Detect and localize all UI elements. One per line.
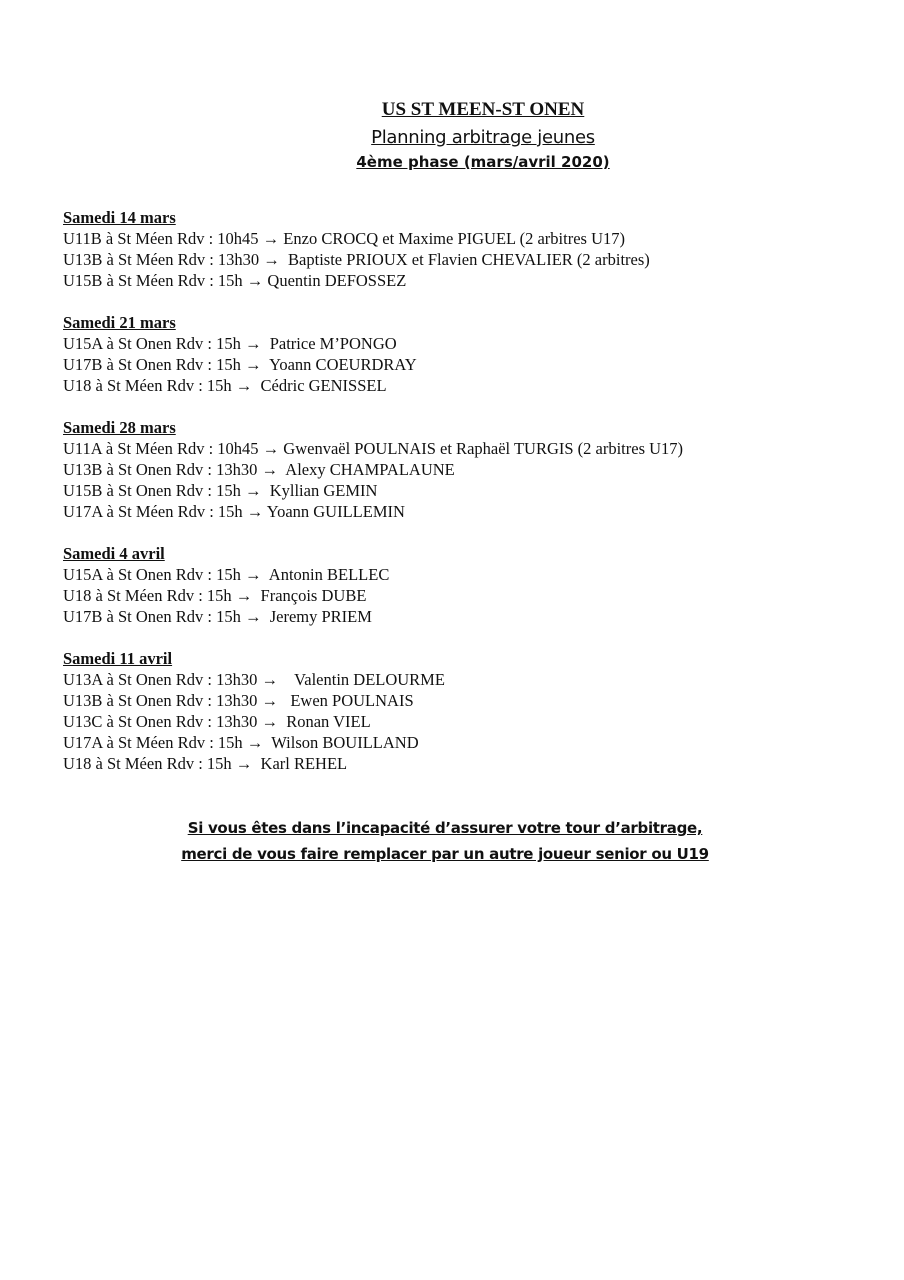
notice-line: Si vous êtes dans l’incapacité d’assurer votre tour d’arbitrage, — [187, 819, 703, 837]
document-header — [0, 98, 904, 173]
match-line: U18 à St Méen Rdv : 15h → François DUBE — [63, 586, 367, 605]
day-block — [63, 312, 883, 396]
match-line: U11B à St Méen Rdv : 10h45 → Enzo CROCQ et Maxime PIGUEL (2 arbitres U17) — [63, 229, 625, 248]
phase-subtitle: 4ème phase (mars/avril 2020) — [356, 153, 610, 171]
match-line: U15B à St Méen Rdv : 15h → Quentin DEFOSSEZ — [63, 271, 407, 290]
match-line: U15A à St Onen Rdv : 15h → Antonin BELLEC — [63, 565, 390, 584]
replacement-notice — [0, 815, 890, 867]
day-title: Samedi 11 avril — [63, 649, 173, 668]
match-line: U13B à St Méen Rdv : 13h30 → Baptiste PRIOUX et Flavien CHEVALIER (2 arbitres) — [63, 250, 650, 269]
match-line: U18 à St Méen Rdv : 15h → Karl REHEL — [63, 754, 348, 773]
match-line: U13B à St Onen Rdv : 13h30 → Ewen POULNAIS — [63, 691, 414, 710]
match-line: U15B à St Onen Rdv : 15h → Kyllian GEMIN — [63, 481, 378, 500]
match-line: U15A à St Onen Rdv : 15h → Patrice M’PONGO — [63, 334, 397, 353]
match-line: U17B à St Onen Rdv : 15h → Yoann COEURDRAY — [63, 355, 417, 374]
match-line: U13B à St Onen Rdv : 13h30 → Alexy CHAMPALAUNE — [63, 460, 455, 479]
match-line: U13C à St Onen Rdv : 13h30 → Ronan VIEL — [63, 712, 371, 731]
notice-line: merci de vous faire remplacer par un autre joueur senior ou U19 — [181, 845, 709, 863]
match-line: U17A à St Méen Rdv : 15h → Yoann GUILLEMIN — [63, 502, 405, 521]
match-line: U11A à St Méen Rdv : 10h45 → Gwenvaël POULNAIS et Raphaël TURGIS (2 arbitres U17) — [63, 439, 684, 458]
day-block — [63, 207, 883, 291]
day-title: Samedi 4 avril — [63, 544, 165, 563]
document-title: Planning arbitrage jeunes — [371, 127, 595, 148]
day-title: Samedi 21 mars — [63, 313, 176, 332]
day-block — [63, 543, 883, 627]
match-line: U13A à St Onen Rdv : 13h30 → Valentin DELOURME — [63, 670, 445, 689]
day-block — [63, 417, 883, 522]
day-title: Samedi 28 mars — [63, 418, 176, 437]
match-line: U17B à St Onen Rdv : 15h → Jeremy PRIEM — [63, 607, 372, 626]
referee-schedule — [63, 207, 883, 795]
day-title: Samedi 14 mars — [63, 208, 176, 227]
match-line: U17A à St Méen Rdv : 15h → Wilson BOUILLAND — [63, 733, 419, 752]
day-block — [63, 648, 883, 774]
match-line: U18 à St Méen Rdv : 15h → Cédric GENISSEL — [63, 376, 387, 395]
club-name: US ST MEEN-ST ONEN — [381, 99, 585, 120]
